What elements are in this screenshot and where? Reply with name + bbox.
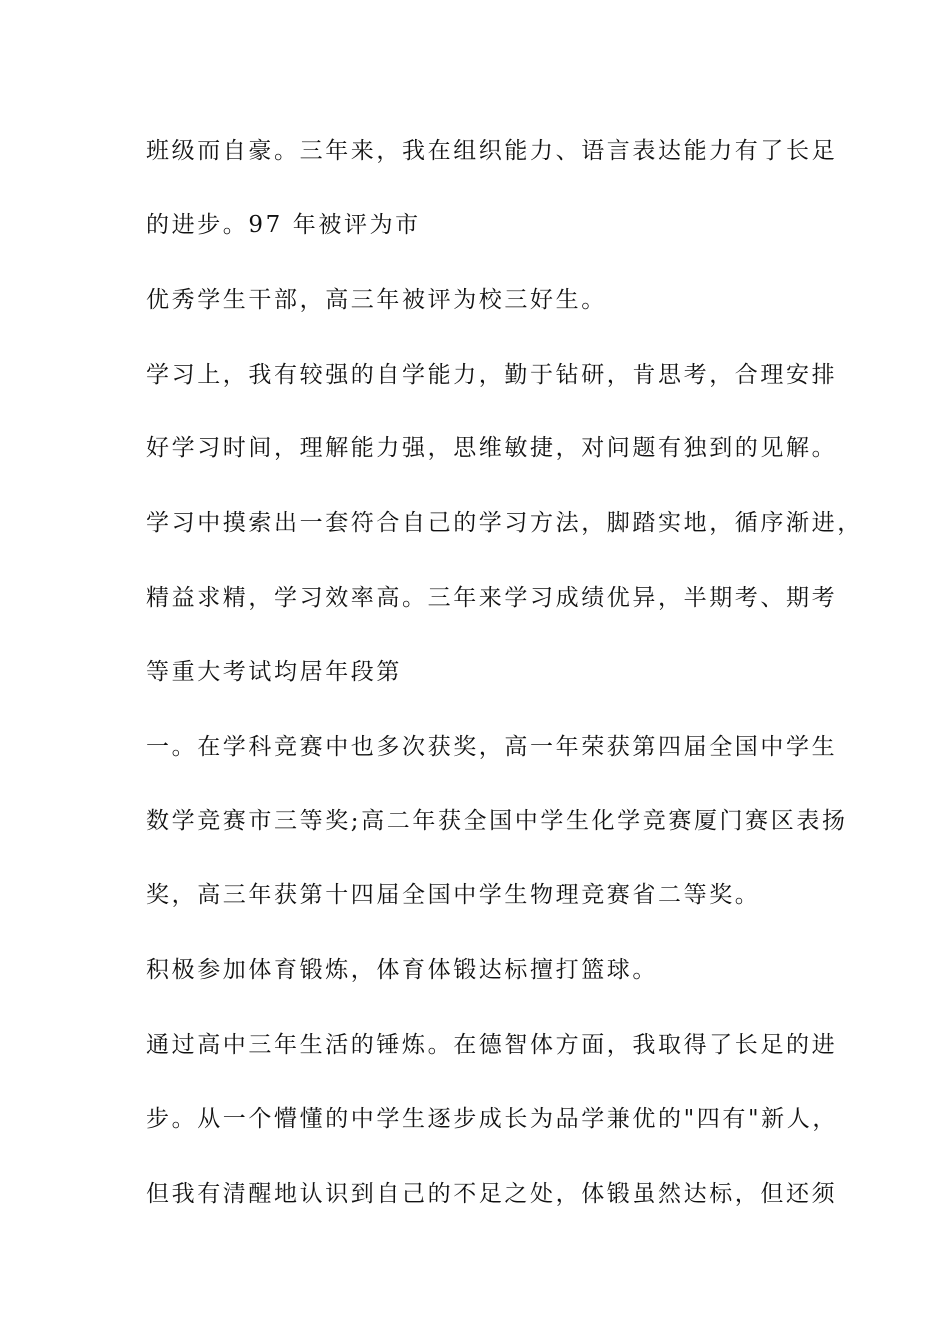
- text-line: 的进步。97 年被评为市: [146, 212, 421, 238]
- text-line: 数学竞赛市三等奖;高二年获全国中学生化学竞赛厦门赛区表扬: [146, 808, 848, 834]
- text-line: 班级而自豪。三年来，我在组织能力、语言表达能力有了长足: [146, 138, 838, 164]
- text-line: 优秀学生干部，高三年被评为校三好生。: [146, 287, 607, 313]
- text-line: 通过高中三年生活的锤炼。在德智体方面，我取得了长足的进: [146, 1032, 838, 1058]
- text-line: 学习中摸索出一套符合自己的学习方法，脚踏实地，循序渐进，: [146, 510, 863, 536]
- text-line: 学习上，我有较强的自学能力，勤于钻研，肯思考，合理安排: [146, 362, 838, 388]
- text-line: 精益求精，学习效率高。三年来学习成绩优异，半期考、期考: [146, 585, 838, 611]
- text-line: 步。从一个懵懂的中学生逐步成长为品学兼优的"四有"新人，: [146, 1106, 838, 1132]
- text-line: 等重大考试均居年段第: [146, 659, 402, 685]
- text-line: 积极参加体育锻炼，体育体锻达标擅打篮球。: [146, 957, 658, 983]
- text-line: 奖，高三年获第十四届全国中学生物理竞赛省二等奖。: [146, 882, 761, 908]
- text-line: 一。在学科竞赛中也多次获奖，高一年荣获第四届全国中学生: [146, 734, 838, 760]
- text-line: 好学习时间，理解能力强，思维敏捷，对问题有独到的见解。: [146, 435, 838, 461]
- text-line: 但我有清醒地认识到自己的不足之处，体锻虽然达标，但还须: [146, 1181, 838, 1207]
